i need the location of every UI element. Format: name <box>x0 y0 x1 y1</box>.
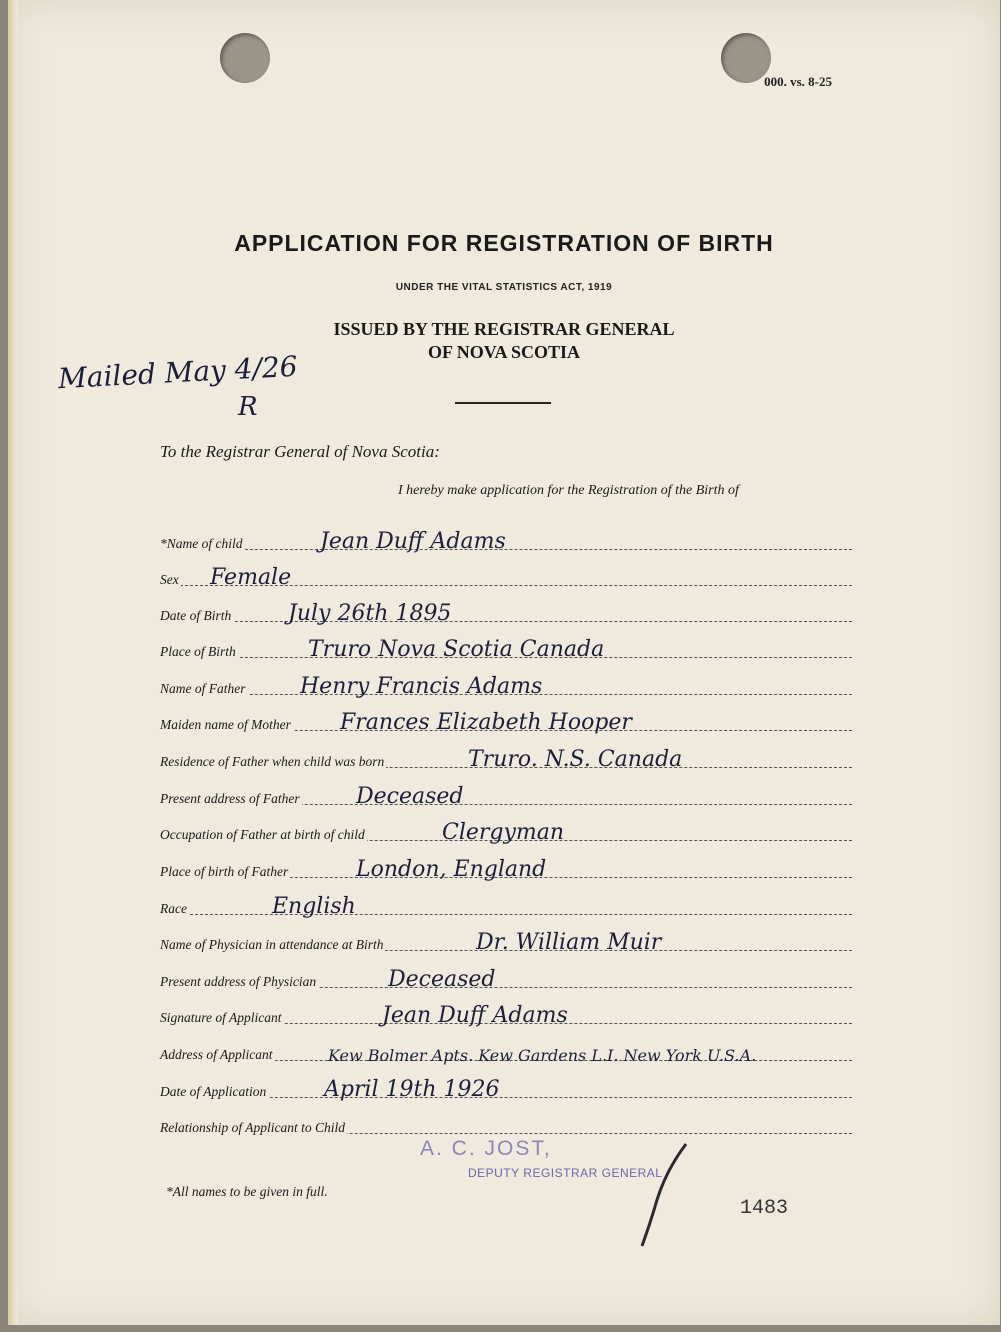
pencil-mark <box>624 1140 694 1250</box>
field-label: Occupation of Father at birth of child <box>160 827 365 842</box>
field-label: Maiden name of Mother <box>160 717 291 732</box>
field-value: English <box>272 894 356 919</box>
form-field-row <box>160 1114 852 1138</box>
field-label: Relationship of Applicant to Child <box>160 1120 345 1135</box>
issued-line-1: ISSUED BY THE REGISTRAR GENERAL <box>333 319 675 339</box>
field-value: Dr. William Muir <box>476 930 662 955</box>
field-label: Signature of Applicant <box>160 1010 282 1025</box>
field-value: Kew Bolmer Apts. Kew Gardens L.I. New York U.S.A. <box>328 1046 757 1065</box>
field-value: Clergyman <box>442 820 565 845</box>
footnote: *All names to be given in full. <box>166 1184 328 1199</box>
field-label: Name of Physician in attendance at Birth <box>160 937 384 952</box>
field-label: Sex <box>160 572 179 587</box>
field-value: Deceased <box>388 967 496 992</box>
field-value: July 26th 1895 <box>288 601 452 626</box>
field-value: Jean Duff Adams <box>382 1003 568 1028</box>
initial-annotation: R <box>238 392 258 422</box>
stamp-name: A. C. JOST, <box>420 1137 552 1160</box>
salutation: To the Registrar General of Nova Scotia: <box>160 442 440 461</box>
issued-line-2: OF NOVA SCOTIA <box>427 342 581 362</box>
title-rule <box>455 402 551 404</box>
document-subtitle: UNDER THE VITAL STATISTICS ACT, 1919 <box>395 282 613 293</box>
field-label: Present address of Father <box>160 791 300 806</box>
form-field-row <box>160 675 852 699</box>
field-value: Female <box>210 565 292 590</box>
field-label: Name of Father <box>160 681 246 696</box>
form-field-row <box>160 638 852 662</box>
form-field-row <box>160 1078 852 1102</box>
field-label: Date of Application <box>160 1084 267 1099</box>
form-field-row <box>160 858 852 882</box>
field-dotted-line <box>160 914 852 915</box>
field-label: Place of birth of Father <box>160 864 289 879</box>
form-field-row <box>160 748 852 772</box>
application-statement: I hereby make application for the Registration of the Birth of <box>398 483 739 498</box>
field-value: Henry Francis Adams <box>300 674 543 699</box>
form-field-row <box>160 566 852 590</box>
form-field-row <box>160 931 852 955</box>
form-number: 000. vs. 8-25 <box>764 74 832 89</box>
form-field-row <box>160 821 852 845</box>
document-sheet <box>8 0 1000 1325</box>
form-field-row <box>160 711 852 735</box>
field-label: Race <box>160 901 187 916</box>
field-value: Deceased <box>356 784 464 809</box>
serial-number: 1483 <box>740 1197 789 1220</box>
document-title: APPLICATION FOR REGISTRATION OF BIRTH <box>234 230 774 256</box>
form-field-row <box>160 968 852 992</box>
field-value: Frances Elizabeth Hooper <box>340 710 632 735</box>
form-field-row <box>160 530 852 554</box>
field-label: Present address of Physician <box>160 974 317 989</box>
form-field-row <box>160 1041 852 1065</box>
punch-hole-left <box>220 33 270 83</box>
field-label: Date of Birth <box>160 608 232 623</box>
field-label: Residence of Father when child was born <box>160 754 385 769</box>
field-value: Truro. N.S. Canada <box>468 747 683 772</box>
field-value: April 19th 1926 <box>324 1077 500 1102</box>
form-field-row <box>160 602 852 626</box>
field-dotted-line <box>160 621 852 622</box>
field-value: London, England <box>356 857 547 882</box>
mailed-annotation: Mailed May 4/26 <box>57 349 299 396</box>
form-field-row <box>160 785 852 809</box>
field-dotted-line <box>160 549 852 550</box>
field-value: Jean Duff Adams <box>320 529 506 554</box>
form-field-row <box>160 895 852 919</box>
field-value: Truro Nova Scotia Canada <box>308 637 605 662</box>
form-field-row <box>160 1004 852 1028</box>
paper-edge <box>8 0 18 1325</box>
field-label: Address of Applicant <box>160 1047 273 1062</box>
stamp-title: DEPUTY REGISTRAR GENERAL <box>468 1166 663 1180</box>
field-label: Place of Birth <box>160 644 236 659</box>
field-label: *Name of child <box>160 536 243 551</box>
